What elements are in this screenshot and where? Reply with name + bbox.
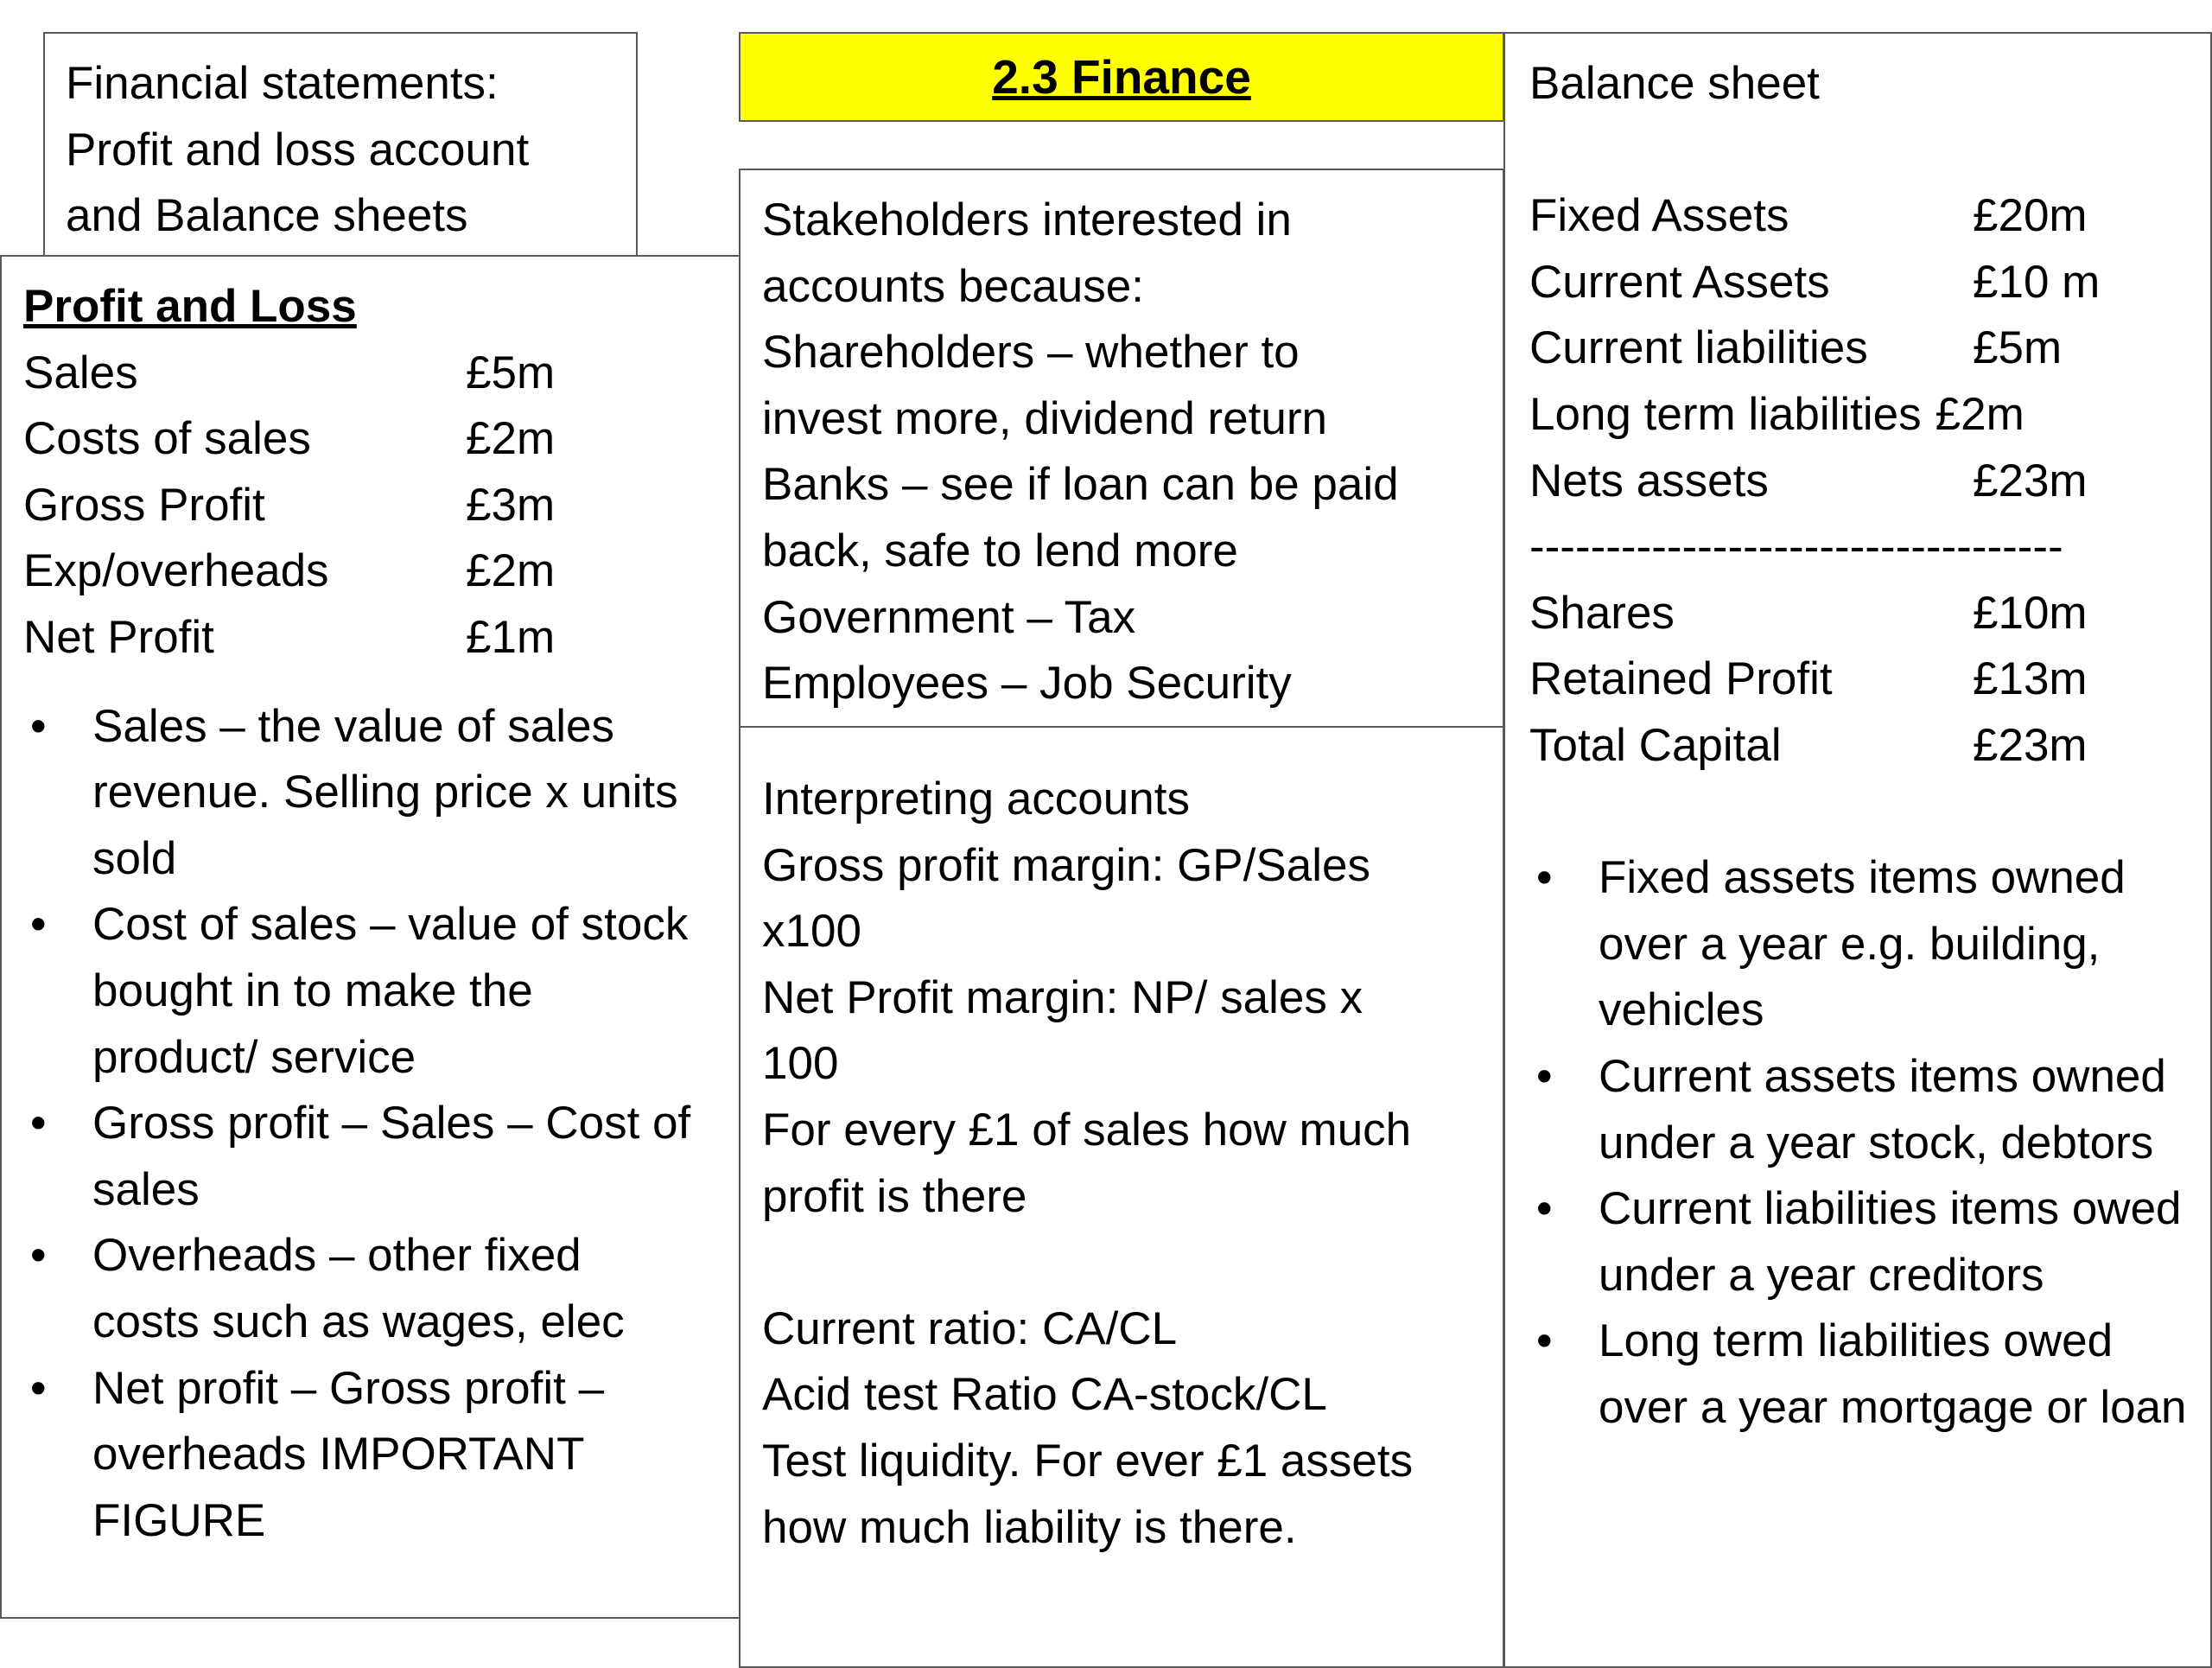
bs-value: £10 m <box>1973 256 2101 308</box>
interpreting-line: 100 <box>762 1038 839 1090</box>
stakeholders-line: invest more, dividend return <box>762 392 1327 444</box>
pl-row <box>23 473 739 539</box>
bs-bullet-text: Current liabilities items owed under a year creditors <box>1599 1183 2182 1301</box>
pl-bullet-text: Gross profit – Sales – Cost of sales <box>92 1098 691 1215</box>
bullet-dot-icon: • <box>1536 1315 1553 1367</box>
bs-value: £20m <box>1973 190 2088 242</box>
pl-bullet <box>23 1356 697 1555</box>
pl-bullet-text: Net profit – Gross profit – overheads IMPORTANT FIGURE <box>92 1362 605 1546</box>
fs-line: Profit and loss account <box>66 124 530 175</box>
pl-bullet <box>23 892 697 1091</box>
pl-label: Costs of sales <box>23 413 311 465</box>
bs-value: £2m <box>1935 388 2024 440</box>
bs-row <box>1529 315 2210 382</box>
balance-sheet-box <box>1503 32 2212 1668</box>
bs-bullet <box>1529 1308 2195 1441</box>
bs-value: £23m <box>1973 455 2088 506</box>
bullet-dot-icon: • <box>1536 1183 1553 1235</box>
balance-sheet-heading: Balance sheet <box>1529 58 1820 109</box>
interpreting-line: Gross profit margin: GP/Sales <box>762 839 1370 891</box>
financial-statements-box <box>43 32 638 257</box>
pl-heading: Profit and Loss <box>23 281 357 332</box>
pl-label: Net Profit <box>23 611 214 663</box>
interpreting-line: x100 <box>762 906 861 958</box>
bullet-dot-icon: • <box>1536 1050 1553 1102</box>
bs-bullet-text: Long term liabilities owed over a year mortgage or loan <box>1599 1315 2187 1433</box>
pl-row <box>23 605 739 672</box>
bs-value: £13m <box>1973 653 2088 705</box>
bs-label: Total Capital <box>1529 719 1782 771</box>
bs-label: Nets assets <box>1529 455 1769 506</box>
interpreting-line: Current ratio: CA/CL <box>762 1302 1178 1354</box>
interpreting-accounts-box <box>739 726 1504 1668</box>
pl-value: £2m <box>466 413 556 465</box>
interpreting-line: Interpreting accounts <box>762 774 1190 824</box>
pl-bullet <box>23 1223 697 1355</box>
pl-bullet <box>23 694 689 893</box>
stakeholders-line: accounts because: <box>762 260 1144 312</box>
bullet-dot-icon: • <box>30 1098 47 1149</box>
interpreting-line: how much liability is there. <box>762 1501 1297 1553</box>
pl-row <box>23 406 739 473</box>
bs-label: Retained Profit <box>1529 653 1833 705</box>
divider: ----------------------------------- <box>1529 521 2063 573</box>
interpreting-line: profit is there <box>762 1170 1027 1222</box>
bs-label: Current Assets <box>1529 256 1830 308</box>
bs-bullet <box>1529 1176 2195 1308</box>
page-title: 2.3 Finance <box>992 50 1251 104</box>
bs-row <box>1529 250 2210 316</box>
stakeholders-line: back, safe to lend more <box>762 525 1238 576</box>
bs-row <box>1529 713 2210 780</box>
bs-value: £23m <box>1973 719 2088 771</box>
bs-value: £5m <box>1973 322 2063 374</box>
pl-value: £2m <box>466 545 556 597</box>
stakeholders-box <box>739 169 1504 728</box>
stakeholders-line: Government – Tax <box>762 591 1136 643</box>
pl-row <box>23 341 739 407</box>
title-banner <box>739 32 1504 122</box>
pl-row <box>23 538 739 605</box>
bs-value: £10m <box>1973 587 2088 639</box>
pl-value: £3m <box>466 479 556 531</box>
bs-bullet <box>1529 1044 2195 1176</box>
stakeholders-line: Banks – see if loan can be paid <box>762 459 1399 511</box>
pl-label: Sales <box>23 347 138 398</box>
stakeholders-line: Stakeholders interested in <box>762 194 1292 245</box>
bs-row <box>1529 646 2210 713</box>
interpreting-line: Test liquidity. For ever £1 assets <box>762 1435 1414 1487</box>
pl-bullet <box>23 1091 697 1223</box>
profit-and-loss-box <box>0 255 741 1619</box>
bullet-dot-icon: • <box>30 700 47 752</box>
bs-label: Current liabilities <box>1529 322 1868 374</box>
pl-label: Gross Profit <box>23 479 265 531</box>
interpreting-line: Net Profit margin: NP/ sales x <box>762 971 1363 1023</box>
bullet-dot-icon: • <box>30 1362 47 1414</box>
spacer <box>1529 780 2210 846</box>
bs-label: Shares <box>1529 587 1675 639</box>
bs-row <box>1529 183 2210 250</box>
bullet-dot-icon: • <box>30 899 47 951</box>
bs-label: Fixed Assets <box>1529 190 1789 242</box>
stakeholders-line: Employees – Job Security <box>762 658 1292 710</box>
pl-value: £1m <box>466 611 556 663</box>
bullet-dot-icon: • <box>1536 852 1553 904</box>
bullet-dot-icon: • <box>30 1230 47 1282</box>
pl-bullet-text: Sales – the value of sales revenue. Selling price x units sold <box>92 700 678 884</box>
bs-row <box>1529 581 2210 647</box>
pl-bullet-text: Overheads – other fixed costs such as wages, elec <box>92 1230 625 1347</box>
bs-bullet-text: Current assets items owned under a year stock, debtors <box>1599 1050 2166 1168</box>
fs-line: and Balance sheets <box>66 190 468 242</box>
stakeholders-line: Shareholders – whether to <box>762 327 1300 379</box>
pl-bullet-text: Cost of sales – value of stock bought in to make the product/ service <box>92 899 689 1083</box>
bs-row <box>1529 382 2210 449</box>
bs-row <box>1529 449 2210 515</box>
bs-label: Long term liabilities <box>1529 388 1922 440</box>
bs-bullet-text: Fixed assets items owned over a year e.g. building, vehicles <box>1599 852 2126 1036</box>
fs-line: Financial statements: <box>66 58 499 109</box>
bs-bullet <box>1529 845 2195 1044</box>
pl-value: £5m <box>466 347 556 398</box>
interpreting-line: For every £1 of sales how much <box>762 1104 1412 1156</box>
spacer <box>1529 118 2210 184</box>
interpreting-line <box>762 1230 1503 1296</box>
interpreting-line: Acid test Ratio CA-stock/CL <box>762 1369 1327 1421</box>
pl-label: Exp/overheads <box>23 545 329 597</box>
